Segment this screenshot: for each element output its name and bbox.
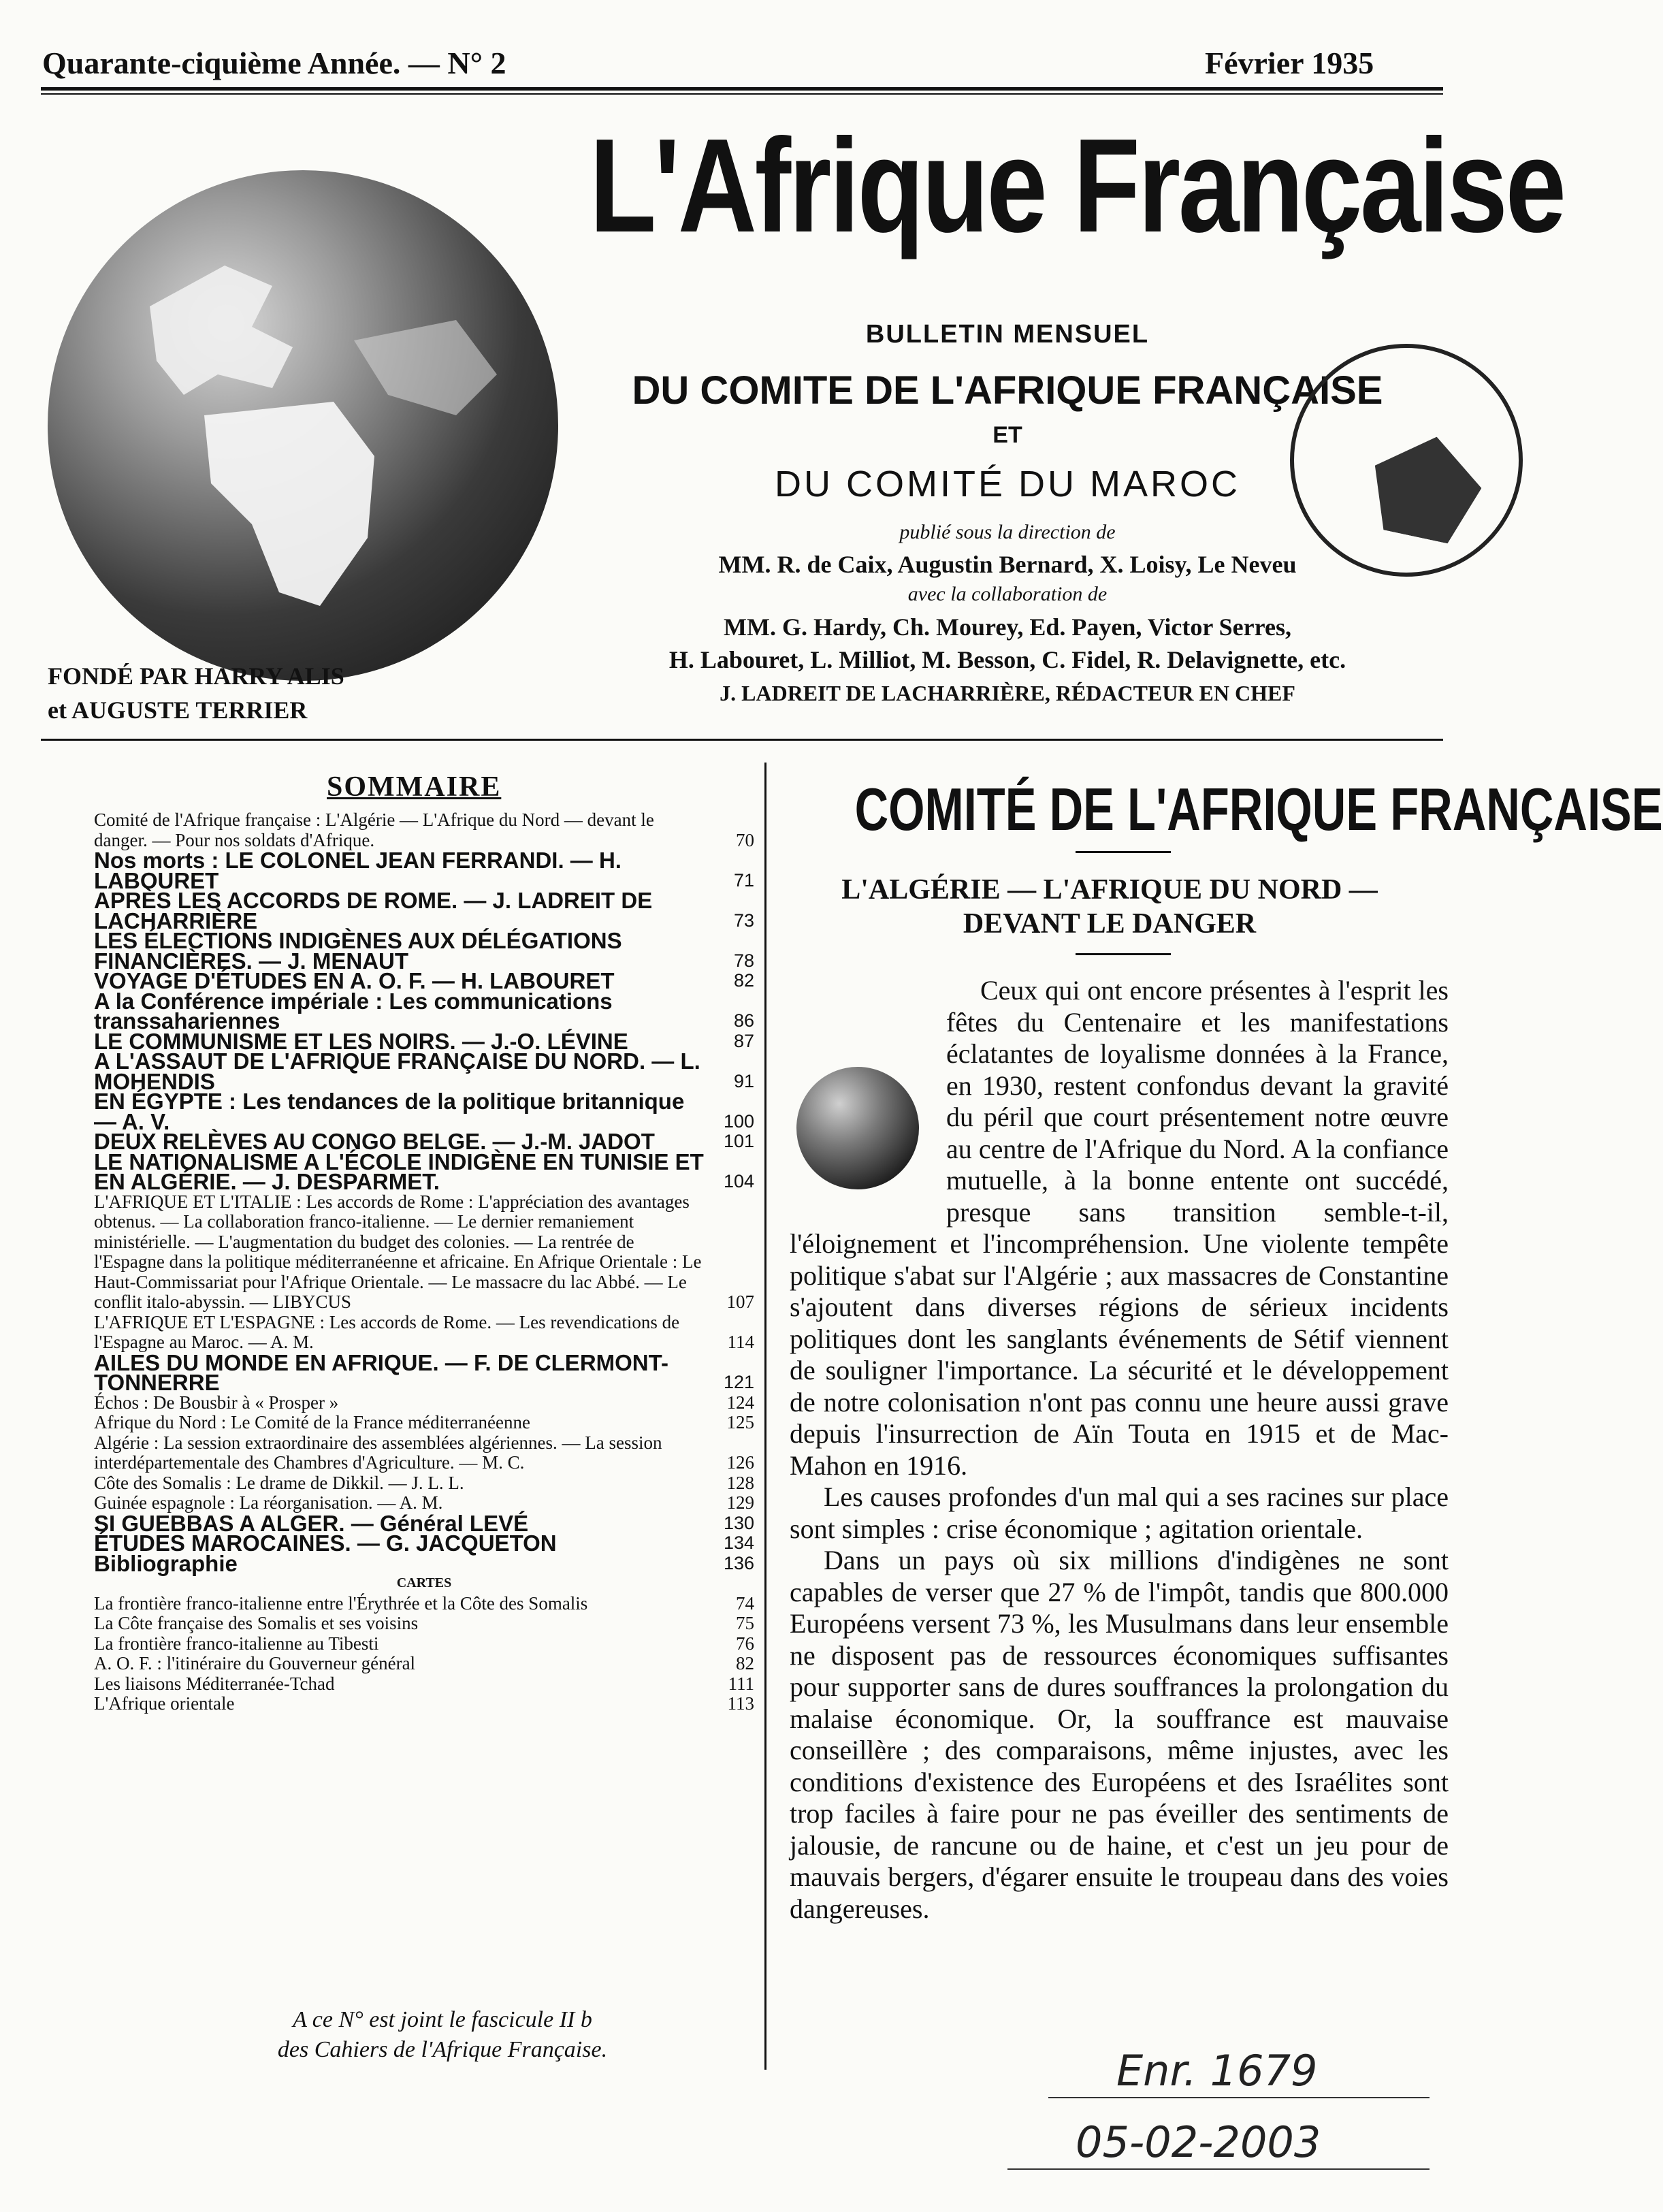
toc-entry-page: 126 [726, 1452, 754, 1473]
map-entry-page: 74 [736, 1592, 754, 1614]
section-title: COMITÉ DE L'AFRIQUE FRANÇAISE [854, 775, 1663, 843]
toc-entry-page: 70 [736, 829, 754, 850]
map-entry-text: L'Afrique orientale [94, 1693, 235, 1714]
registration-line [1048, 2097, 1430, 2098]
title-rule [1076, 851, 1171, 853]
toc-entry-page: 107 [726, 1292, 754, 1312]
directors: MM. R. de Caix, Augustin Bernard, X. Loisy, Le Neveu [718, 551, 1297, 578]
toc-entry-page: 130 [723, 1512, 754, 1533]
map-entry[interactable] [94, 1674, 754, 1695]
collaborators-line2: H. Labouret, L. Milliot, M. Besson, C. Fidel, R. Delavignette, etc. [668, 646, 1346, 673]
toc-title: SOMMAIRE [327, 771, 502, 803]
toc-entry-text: A L'ASSAUT DE L'AFRIQUE FRANÇAISE DU NORD. — L. MOHENDIS [94, 1048, 700, 1094]
map-entry-text: A. O. F. : l'itinéraire du Gouverneur général [94, 1653, 416, 1673]
issue-number: Quarante-ciquième Année. — N° 2 [42, 46, 506, 80]
article-title-line1: L'ALGÉRIE — L'AFRIQUE DU NORD — [841, 874, 1378, 905]
committee-name: DU COMITE DE L'AFRIQUE FRANÇAISE [632, 368, 1383, 413]
map-entry-text: La frontière franco-italienne entre l'Érythrée et la Côte des Somalis [94, 1592, 588, 1614]
toc-entry-text: EN ÉGYPTE : Les tendances de la politique britannique — A. V. [94, 1089, 685, 1134]
supplement-note [204, 2005, 681, 2065]
toc-entry-page: 100 [723, 1110, 754, 1132]
toc-entry[interactable] [94, 1433, 754, 1473]
toc-entry[interactable] [94, 888, 754, 933]
toc-entry-text: Comité de l'Afrique française : L'Algérie — L'Afrique du Nord — devant le danger. — Pour nos soldats d'Afrique. [94, 810, 654, 850]
toc-entry-text: APRÈS LES ACCORDS DE ROME. — J. LADREIT DE LACHARRIÈRE [94, 888, 653, 933]
founders-line1: FONDÉ PAR HARRY ALIS [48, 662, 344, 690]
toc-entry-page: 121 [723, 1372, 754, 1392]
toc-entry-text: L'AFRIQUE ET L'ITALIE : Les accords de Rome : L'appréciation des avantages obtenus. — La collaboration franco-italienne. — Le dernier remaniement ministérielle. — L'augmentation du budget des colonies. — La rentrée de l'Espagne dans la politique méditerranéenne et africaine. En Afrique Orientale : Le Haut-Commissariat pour l'Afrique Orientale. — Le massacre du lac Abbé. — Le conflit italo-abyssin. — LIBYCUS [94, 1191, 702, 1312]
globe-continents [48, 170, 558, 681]
collaborators-line1: MM. G. Hardy, Ch. Mourey, Ed. Payen, Victor Serres, [724, 613, 1291, 641]
header-rule-thin [41, 93, 1443, 95]
map-entry-text: La frontière franco-italienne au Tibesti [94, 1633, 379, 1654]
map-entry-page: 82 [736, 1653, 754, 1673]
toc-entry-page: 101 [723, 1131, 754, 1151]
article-paragraph: Ceux qui ont encore présentes à l'esprit les fêtes du Centenaire et les manifestations éclatantes de loyalisme données à la France, en 1930, restent confondus devant la gravité du péril que court présentement notre œuvre au centre de l'Afrique du Nord. A la confiance mutuelle, à la bonne entente ont succédé, presque sans transition semble-t-il, l'éloignement et l'incompréhension. Une violente tempête politique s'abat sur l'Algérie ; aux massacres de Constantine s'ajoutent dans diverses régions de sérieux incidents politiques dont les sanglants événements de Sétif viennent de souligner l'importance. La sécurité et le développement de notre colonisation n'ont pas connu une heure aussi grave depuis l'insurrection de Aïn Touta en 1915 et de Mac-Mahon en 1916. [790, 975, 1449, 1481]
toc-entry-page: 128 [726, 1472, 754, 1493]
toc-entry[interactable] [94, 1413, 754, 1433]
toc-entry-text: Afrique du Nord : Le Comité de la France méditerranéenne [94, 1412, 530, 1432]
article-paragraph: Les causes profondes d'un mal qui a ses racines sur place sont simples : crise économique ; agitation orientale. [790, 1481, 1449, 1544]
small-globe-icon [796, 1067, 919, 1189]
toc-entry[interactable] [94, 1550, 754, 1576]
supplement-note-line2: des Cahiers de l'Afrique Française. [277, 2037, 608, 2062]
toc-entry-page: 78 [733, 950, 754, 971]
toc-entry[interactable] [94, 1048, 754, 1094]
toc-entry[interactable] [94, 1393, 754, 1413]
founders [48, 659, 344, 727]
map-entry[interactable] [94, 1634, 754, 1654]
header-rule [41, 87, 1443, 91]
article-title-line2: DEVANT LE DANGER [963, 908, 1257, 940]
map-entry-text: Les liaisons Méditerranée-Tchad [94, 1673, 335, 1694]
maroc-committee: DU COMITÉ DU MAROC [775, 464, 1240, 504]
map-entry[interactable] [94, 1614, 754, 1634]
editor-in-chief: J. LADREIT DE LACHARRIÈRE, RÉDACTEUR EN CHEF [720, 681, 1295, 705]
toc-entry-page: 73 [733, 910, 754, 931]
toc-entry-page: 124 [726, 1392, 754, 1413]
toc-entry-text: Guinée espagnole : La réorganisation. — A. M. [94, 1492, 443, 1513]
toc-entry-text: Bibliographie [94, 1550, 238, 1576]
toc-entry-page: 91 [733, 1070, 754, 1091]
toc-entry-page: 71 [733, 869, 754, 891]
supplement-note-line1: A ce N° est joint le fascicule II b [293, 2007, 592, 2032]
toc-entry-text: LE COMMUNISME ET LES NOIRS. — J.-O. LÉVINE [94, 1028, 628, 1054]
toc-entry-text: L'AFRIQUE ET L'ESPAGNE : Les accords de Rome. — Les revendications de l'Espagne au Maroc. — A. M. [94, 1311, 680, 1352]
toc-entry[interactable] [94, 810, 754, 850]
map-entry-page: 75 [736, 1613, 754, 1633]
toc-entry-text: VOYAGE D'ÉTUDES EN A. O. F. — H. LABOURET [94, 968, 615, 993]
toc-entry[interactable] [94, 988, 754, 1033]
toc-entry[interactable] [94, 1473, 754, 1494]
toc-entry-text: Algérie : La session extraordinaire des assemblées algériennes. — La session interdépartementale des Chambres d'Agriculture. — M. C. [94, 1432, 662, 1473]
toc-entry-text: LES ÉLECTIONS INDIGÈNES AUX DÉLÉGATIONS FINANCIÈRES. — J. MENAUT [94, 928, 622, 974]
map-entry[interactable] [94, 1594, 754, 1614]
map-entry-page: 111 [728, 1673, 754, 1694]
direction-label: publié sous la direction de [899, 521, 1116, 543]
toc-entry-page: 104 [723, 1171, 754, 1191]
bulletin-subtitle: BULLETIN MENSUEL [865, 320, 1150, 349]
toc-entry-text: LE NATIONALISME A L'ÉCOLE INDIGÈNE EN TUNISIE ET EN ALGÉRIE. — J. DESPARMET. [94, 1149, 704, 1194]
toc-entry[interactable] [94, 928, 754, 974]
table-of-contents [94, 810, 754, 1714]
masthead-bottom-rule [41, 739, 1443, 741]
registration-date: 05-02-2003 [1076, 2117, 1321, 2167]
map-entry-page: 113 [727, 1693, 754, 1714]
registration-number: Enr. 1679 [1116, 2046, 1318, 2096]
issue-date: Février 1935 [1205, 46, 1374, 80]
article-title [783, 873, 1436, 941]
toc-entry-text: A la Conférence impériale : Les communications transsahariennes [94, 988, 613, 1033]
toc-entry-text: DEUX RELÈVES AU CONGO BELGE. — J.-M. JADOT [94, 1129, 655, 1154]
toc-entry-text: Échos : De Bousbir à « Prosper » [94, 1392, 339, 1413]
title-rule-bottom [1076, 953, 1171, 955]
toc-entry-page: 86 [733, 1010, 754, 1031]
toc-entry[interactable] [94, 1192, 754, 1313]
article-globe-space [790, 1057, 946, 1200]
toc-entry[interactable] [94, 1149, 754, 1194]
map-entry-text: La Côte française des Somalis et ses voisins [94, 1613, 419, 1633]
maps-heading: CARTES [396, 1575, 452, 1590]
toc-entry-page: 134 [723, 1533, 754, 1553]
founders-line2: et AUGUSTE TERRIER [48, 696, 308, 724]
toc-entry-page: 136 [723, 1552, 754, 1573]
toc-entry-page: 114 [727, 1332, 754, 1352]
date-line [1007, 2168, 1430, 2170]
toc-entry-page: 125 [726, 1412, 754, 1432]
collaboration-label: avec la collaboration de [907, 583, 1108, 605]
article-paragraph: Dans un pays où six millions d'indigènes ne sont capables de verser que 27 % de l'impôt, tandis que 800.000 Européens versent 73 %, les Musulmans dans leur ensemble ne disposent pas de ressources économiques suffisantes pour supporter sans de dures souffrances la prolongation du malaise économique. Or, la souffrance est mauvaise conseillère ; des comparaisons, même injustes, avec les conditions d'existence des Européens et des Israélites sont trop faciles à faire pour ne pas éveiller des sentiments de jalousie, de rancune ou de haine, et c'est un jeu pour de mauvais bergers, d'égarer ensuite le troupeau dans des voies dangereuses. [790, 1545, 1449, 1924]
toc-entry-text: AILES DU MONDE EN AFRIQUE. — F. DE CLERMONT-TONNERRE [94, 1349, 668, 1395]
column-divider [764, 763, 766, 2070]
and-text: ET [992, 422, 1022, 448]
toc-entry-text: SI GUEBBAS A ALGER. — Général LEVÉ [94, 1510, 529, 1536]
toc-entry[interactable] [94, 1091, 754, 1132]
toc-entry-page: 87 [733, 1030, 754, 1051]
toc-entry[interactable] [94, 1349, 754, 1395]
toc-entry-page: 82 [733, 970, 754, 991]
article-body [790, 975, 1449, 1925]
toc-entry-page: 129 [726, 1492, 754, 1513]
toc-entry-text: Nos morts : LE COLONEL JEAN FERRANDI. — H. LABOURET [94, 848, 621, 893]
toc-entry[interactable] [94, 850, 754, 891]
map-entry[interactable] [94, 1654, 754, 1674]
masthead-title: L'Afrique Française [590, 111, 1564, 260]
toc-entry-text: Côte des Somalis : Le drame de Dikkil. — J. L. L. [94, 1472, 464, 1493]
map-entry[interactable] [94, 1694, 754, 1714]
toc-entry[interactable] [94, 1313, 754, 1353]
toc-entry-text: ÉTUDES MAROCAINES. — G. JACQUETON [94, 1530, 557, 1556]
map-entry-page: 76 [736, 1633, 754, 1654]
